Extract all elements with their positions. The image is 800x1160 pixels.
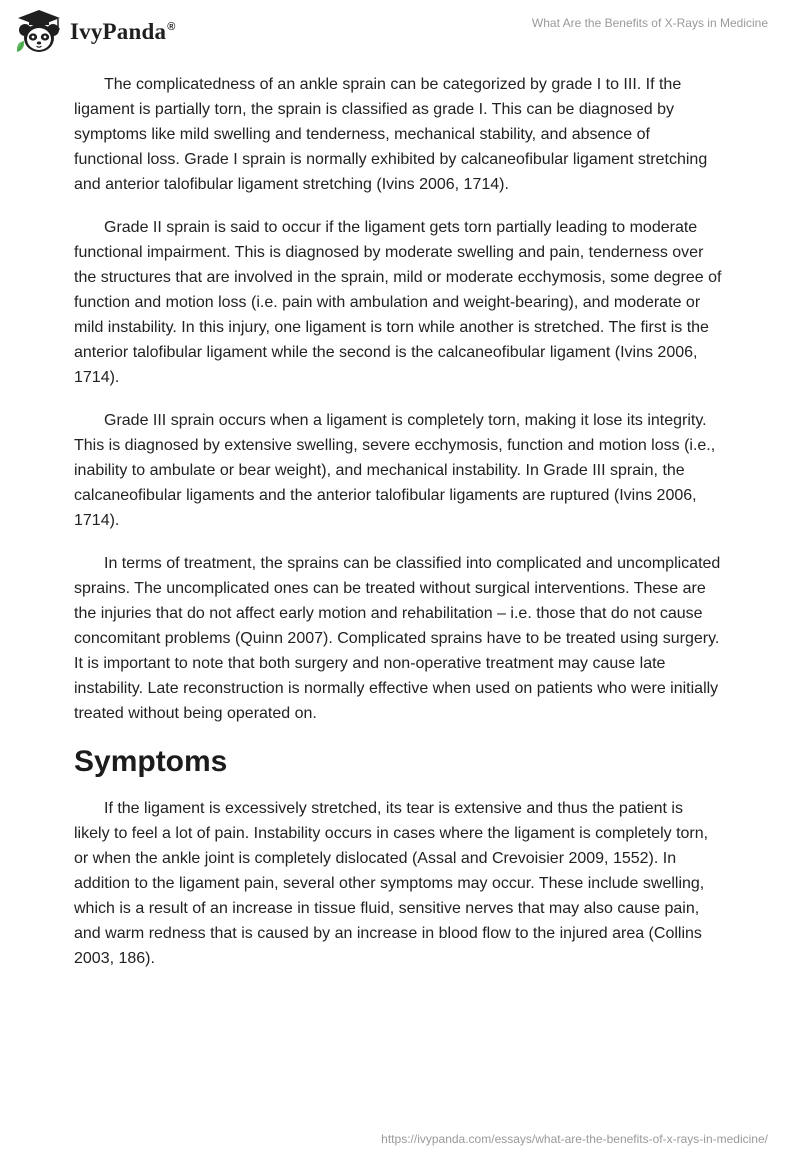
paragraph-treatment: In terms of treatment, the sprains can be classified into complicated and uncomplicated sprains. The uncomplicated ones can be treated without surgical interventions. These are the injuries that do not affect early motion and rehabilitation – i.e. those that do not cause concomitant problems (Quinn 2007). Complicated sprains have to be treated using surgery. It is important to note that both surgery and non-operative treatment may cause late instability. Late reconstruction is normally effective when used on patients who were initially treated without being operated on.: [74, 555, 721, 722]
footer-url[interactable]: https://ivypanda.com/essays/what-are-the-benefits-of-x-rays-in-medicine/: [381, 1132, 768, 1146]
ivypanda-logo[interactable]: [14, 8, 176, 56]
paragraph-grade-ii: Grade II sprain is said to occur if the ligament gets torn partially leading to moderate functional impairment. This is diagnosed by moderate swelling and pain, tenderness over the structures that are involved in the sprain, mild or moderate ecchymosis, some degree of function and motion loss (i.e. pain with ambulation and weight-bearing), and moderate or mild instability. In this injury, one ligament is torn while another is stretched. The first is the anterior talofibular ligament while the second is the calcaneofibular ligament (Ivins 2006, 1714).: [74, 219, 722, 386]
essay-content: [74, 72, 722, 989]
registered-mark: ®: [167, 21, 176, 34]
page-header: [0, 0, 800, 64]
logo-name: IvyPanda: [70, 19, 167, 44]
paragraph-grade-iii: Grade III sprain occurs when a ligament is completely torn, making it lose its integrity. This is diagnosed by extensive swelling, severe ecchymosis, function and motion loss (i.e., inability to ambulate or bear weight), and mechanical instability. In Grade III sprain, the calcaneofibular ligaments and the anterior talofibular ligaments are ruptured (Ivins 2006, 1714).: [74, 412, 716, 529]
logo-wordmark: [70, 19, 176, 45]
section-heading-symptoms: Symptoms: [74, 745, 228, 778]
paragraph-grade-classification: The complicatedness of an ankle sprain can be categorized by grade I to III. If the ligament is partially torn, the sprain is classified as grade I. This can be diagnosed by symptoms like mild swelling and tenderness, mechanical stability, and absence of functional loss. Grade I sprain is normally exhibited by calcaneofibular ligament stretching and anterior talofibular ligament stretching (Ivins 2006, 1714).: [74, 76, 708, 193]
running-title: What Are the Benefits of X-Rays in Medicine: [531, 16, 768, 30]
panda-logo-icon: [14, 8, 64, 56]
paragraph-symptoms: If the ligament is excessively stretched, its tear is extensive and thus the patient is likely to feel a lot of pain. Instability occurs in cases where the ligament is completely torn, or when the ankle joint is completely dislocated (Assal and Crevoisier 2009, 1552). In addition to the ligament pain, several other symptoms may occur. These include swelling, which is a result of an increase in tissue fluid, sensitive nerves that may also cause pain, and warm redness that is caused by an increase in blood flow to the injured area (Collins 2003, 186).: [74, 800, 709, 967]
